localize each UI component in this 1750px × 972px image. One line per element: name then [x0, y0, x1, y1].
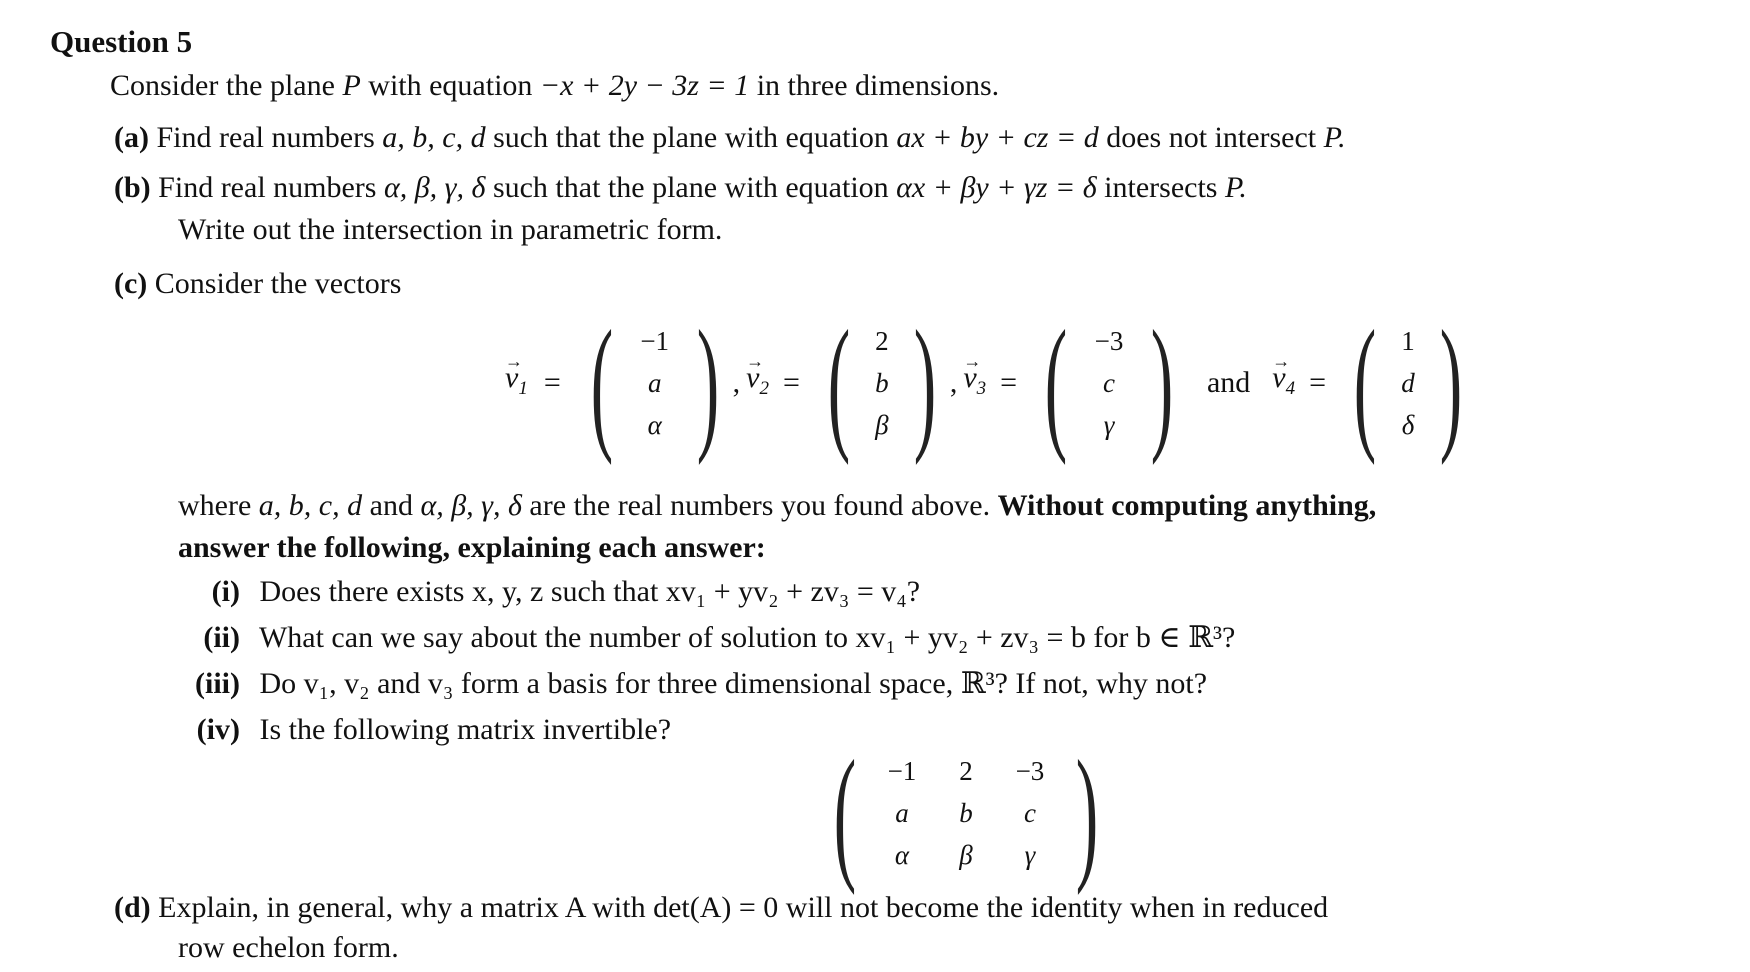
v1-symbol: → $v_1$	[505, 358, 528, 409]
subpart-iv-label: (iv)	[196, 713, 240, 746]
v3-entry-2: c	[1103, 368, 1115, 398]
subpart-i	[182, 572, 920, 612]
part-d	[114, 888, 1328, 928]
subpart-ii-label: (ii)	[203, 621, 240, 654]
subpart-ii	[182, 618, 1235, 658]
v1-entry-2: a	[647, 368, 662, 398]
and-word: and	[1206, 366, 1251, 399]
subpart-ii-text: What can we say about the number of solution to xv₁ + yv₂ + zv₃ = b for b ∈ ℝ³?	[258, 621, 1236, 654]
subpart-i-label: (i)	[211, 575, 240, 608]
part-d-label: (d)	[114, 891, 151, 924]
part-c	[114, 264, 401, 304]
where-bold2-text: answer the following, explaining each answer:	[178, 531, 766, 564]
part-b-line2: Write out the intersection in parametric form.	[178, 213, 723, 246]
where-line	[178, 486, 1376, 526]
intro-mid: with equation	[368, 69, 533, 102]
part-b-vars: α, β, γ, δ	[383, 171, 486, 204]
v2-entry-2: b	[875, 368, 889, 398]
matrix-cell: α	[894, 840, 910, 870]
matrix-cell: c	[1023, 798, 1036, 828]
v1-entry-1: −1	[640, 326, 670, 356]
part-b	[114, 168, 1247, 208]
part-b-label: (b)	[114, 171, 151, 204]
where-pre: where	[178, 489, 252, 522]
v3-entry-1: −3	[1094, 326, 1124, 356]
intro-line	[110, 66, 999, 106]
vector-row: → $v_1$ = ( −1 a α ) , → $v_2$ = ( 2 b β ) , → $v_3$ = ( −3 c γ ) and → $v_4$ = ( 1 d δ )	[505, 318, 1476, 448]
part-d-line2: row echelon form.	[178, 931, 399, 964]
subpart-i-text: Does there exists x, y, z such that xv₁ + yv₂ + zv₃ = v₄?	[259, 575, 921, 608]
question-title: Question 5	[50, 24, 193, 59]
part-d-line1: Explain, in general, why a matrix A with det(A) = 0 will not become the identity when in reduced	[158, 891, 1329, 924]
part-b-pre: Find real numbers	[158, 171, 377, 204]
intro-post: in three dimensions.	[756, 69, 1000, 102]
v3-vector: ( −3 c γ )	[1044, 300, 1174, 466]
subpart-iv	[160, 710, 671, 750]
v2-entry-1: 2	[875, 326, 889, 356]
matrix-cell: β	[959, 840, 973, 870]
part-c-label: (c)	[114, 267, 148, 300]
matrix: ( −1 2 −3 a b c α β γ )	[833, 730, 1099, 896]
where-and: and	[369, 489, 413, 522]
v2-symbol: → $v_2$	[746, 358, 769, 409]
v2-entry-3: β	[875, 410, 889, 440]
intro-plane: P	[342, 69, 361, 102]
where-vars1: a, b, c, d	[258, 489, 363, 522]
intro-equation: −x + 2y − 3z = 1	[539, 69, 750, 102]
part-b-plane: P.	[1224, 171, 1247, 204]
v4-entry-2: d	[1401, 368, 1415, 398]
part-a-post: does not intersect	[1106, 121, 1317, 154]
v2-vector: ( 2 b β )	[827, 300, 937, 466]
where-bold2	[178, 528, 766, 568]
intro-pre: Consider the plane	[110, 69, 335, 102]
where-bold1: Without computing anything,	[997, 489, 1377, 522]
part-a-equation: ax + by + cz = d	[896, 121, 1099, 154]
matrix-cell: 2	[959, 756, 973, 786]
subpart-iii	[160, 664, 1207, 704]
matrix-grid	[870, 750, 1062, 876]
v1-vector: ( −1 a α )	[590, 300, 719, 466]
where-post: are the real numbers you found above.	[529, 489, 991, 522]
part-a-label: (a)	[114, 121, 149, 154]
v4-entry-1: 1	[1401, 326, 1415, 356]
matrix-cell: −1	[887, 756, 917, 786]
part-b-post: intersects	[1104, 171, 1218, 204]
part-a-pre: Find real numbers	[156, 121, 375, 154]
v1-entry-3: α	[647, 410, 662, 440]
v4-symbol: → $v_4$	[1272, 358, 1295, 409]
matrix-cell: −3	[1015, 756, 1045, 786]
where-vars2: α, β, γ, δ	[420, 489, 522, 522]
part-b-mid: such that the plane with equation	[492, 171, 889, 204]
v3-entry-3: γ	[1103, 410, 1115, 440]
part-a-plane: P.	[1323, 121, 1346, 154]
subpart-iii-label: (iii)	[195, 667, 240, 700]
part-b-equation: αx + βy + γz = δ	[896, 171, 1097, 204]
matrix-cell: a	[895, 798, 909, 828]
v4-entry-3: δ	[1401, 410, 1415, 440]
v3-symbol: → $v_3$	[963, 358, 986, 409]
part-a-mid: such that the plane with equation	[493, 121, 889, 154]
matrix-cell: b	[959, 798, 973, 828]
matrix-cell: γ	[1024, 840, 1036, 870]
part-a	[114, 118, 1346, 158]
v4-vector: ( 1 d δ )	[1353, 300, 1463, 466]
subpart-iv-text: Is the following matrix invertible?	[259, 713, 672, 746]
part-a-vars: a, b, c, d	[382, 121, 486, 154]
part-c-text: Consider the vectors	[154, 267, 402, 300]
subpart-iii-text: Do v₁, v₂ and v₃ form a basis for three dimensional space, ℝ³? If not, why not?	[259, 667, 1208, 700]
